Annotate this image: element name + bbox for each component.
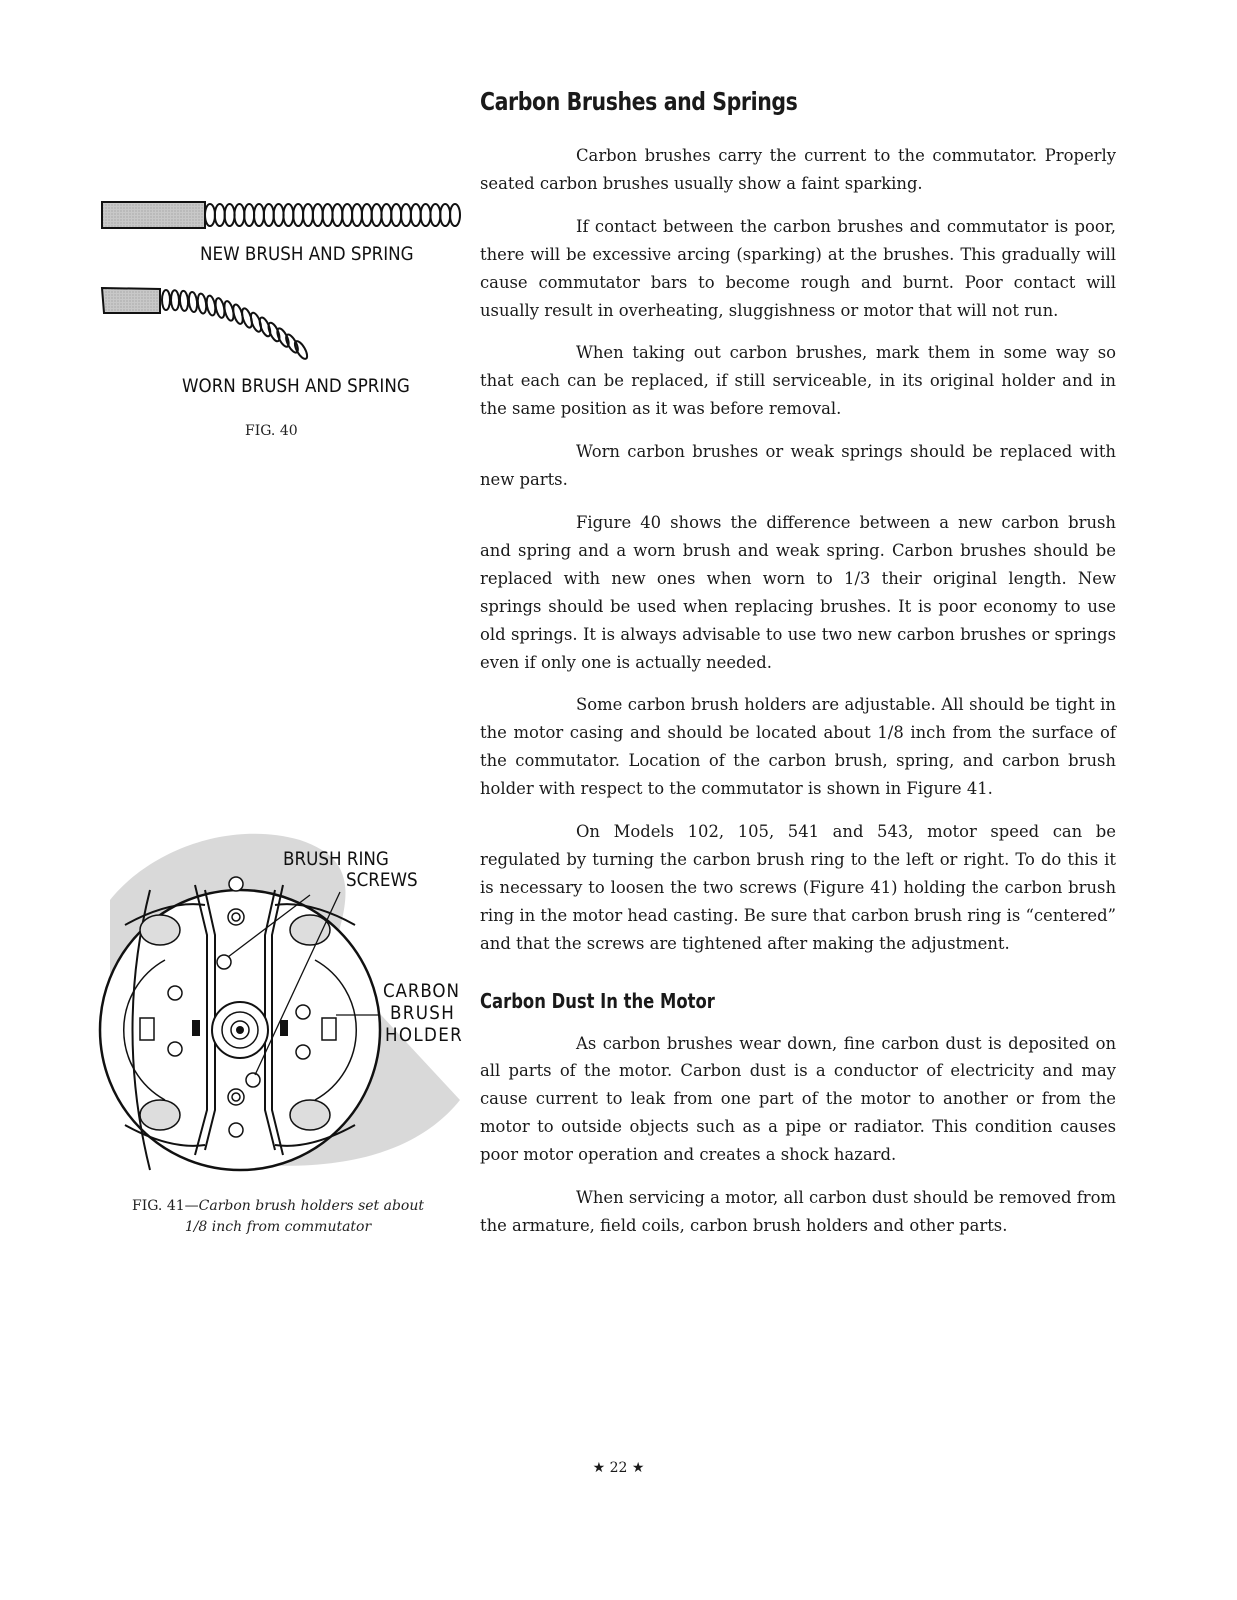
- fig41-label-carbon: CARBON: [383, 980, 460, 1002]
- fig41-label-screws: SCREWS: [346, 869, 418, 891]
- fig41-label-holder: HOLDER: [385, 1024, 464, 1046]
- main-text-column: [480, 82, 1116, 1255]
- fig41-caption: [108, 1196, 448, 1238]
- fig41-caption-prefix: FIG. 41—: [131, 1198, 199, 1214]
- fig41-label-brush: BRUSH: [390, 1002, 456, 1024]
- page-title: Carbon Brushes and Springs: [480, 87, 798, 116]
- paragraph: Worn carbon brushes or weak springs should be replaced with new parts.: [480, 442, 1116, 490]
- paragraph: When taking out carbon brushes, mark them in some way so that each can be replaced, if still serviceable, in its original holder and in the same position as it was before removal.: [480, 343, 1116, 419]
- page-number: ★ 22 ★: [592, 1460, 645, 1476]
- fig40-new-label: NEW BRUSH AND SPRING: [200, 243, 414, 265]
- fig41-caption-line1: Carbon brush holders set about: [198, 1198, 424, 1214]
- fig41-caption-line2: 1/8 inch from commutator: [184, 1219, 372, 1235]
- fig40-number: FIG. 40: [245, 423, 298, 439]
- fig41-label-brush-ring: BRUSH RING: [283, 848, 389, 870]
- paragraph: Some carbon brush holders are adjustable. All should be tight in the motor casing and should be located about 1/8 inch from the surface of the commutator. Location of the carbon brush, spring, and carbon brush holder with respect to the commutator is shown in Figure 41.: [480, 695, 1116, 799]
- paragraph: Carbon brushes carry the current to the commutator. Properly seated carbon brushes usually show a faint sparking.: [480, 146, 1116, 193]
- paragraph: On Models 102, 105, 541 and 543, motor speed can be regulated by turning the carbon brush ring to the left or right. To do this it is necessary to loosen the two screws (Figure 41) holding the carbon brush ring in the motor head casting. Be sure that carbon brush ring is “centered” and that the screws are tightened after making the adjustment.: [480, 822, 1116, 953]
- paragraph: Figure 40 shows the difference between a new carbon brush and spring and a worn brush and weak spring. Carbon brushes should be replaced with new ones when worn to 1/3 their original length. New springs should be used when replacing brushes. It is poor economy to use old springs. It is always advisable to use two new carbon brushes or springs even if only one is actually needed.: [480, 512, 1116, 672]
- section-heading: Carbon Dust In the Motor: [480, 988, 715, 1013]
- paragraph: As carbon brushes wear down, fine carbon dust is deposited on all parts of the motor. Carbon dust is a conductor of electricity and may cause current to leak from one part of the motor to another or from the motor to outside objects such as a pipe or radiator. This condition causes poor motor operation and creates a shock hazard.: [480, 1033, 1116, 1165]
- paragraph: When servicing a motor, all carbon dust should be removed from the armature, field coils, carbon brush holders and other parts.: [480, 1188, 1116, 1235]
- paragraph: If contact between the carbon brushes and commutator is poor, there will be excessive arcing (sparking) at the brushes. This gradually will cause commutator bars to become rough and burnt. Poor contact will usually result in overheating, sluggishness or motor that will not run.: [480, 216, 1116, 320]
- fig40-worn-label: WORN BRUSH AND SPRING: [182, 375, 410, 397]
